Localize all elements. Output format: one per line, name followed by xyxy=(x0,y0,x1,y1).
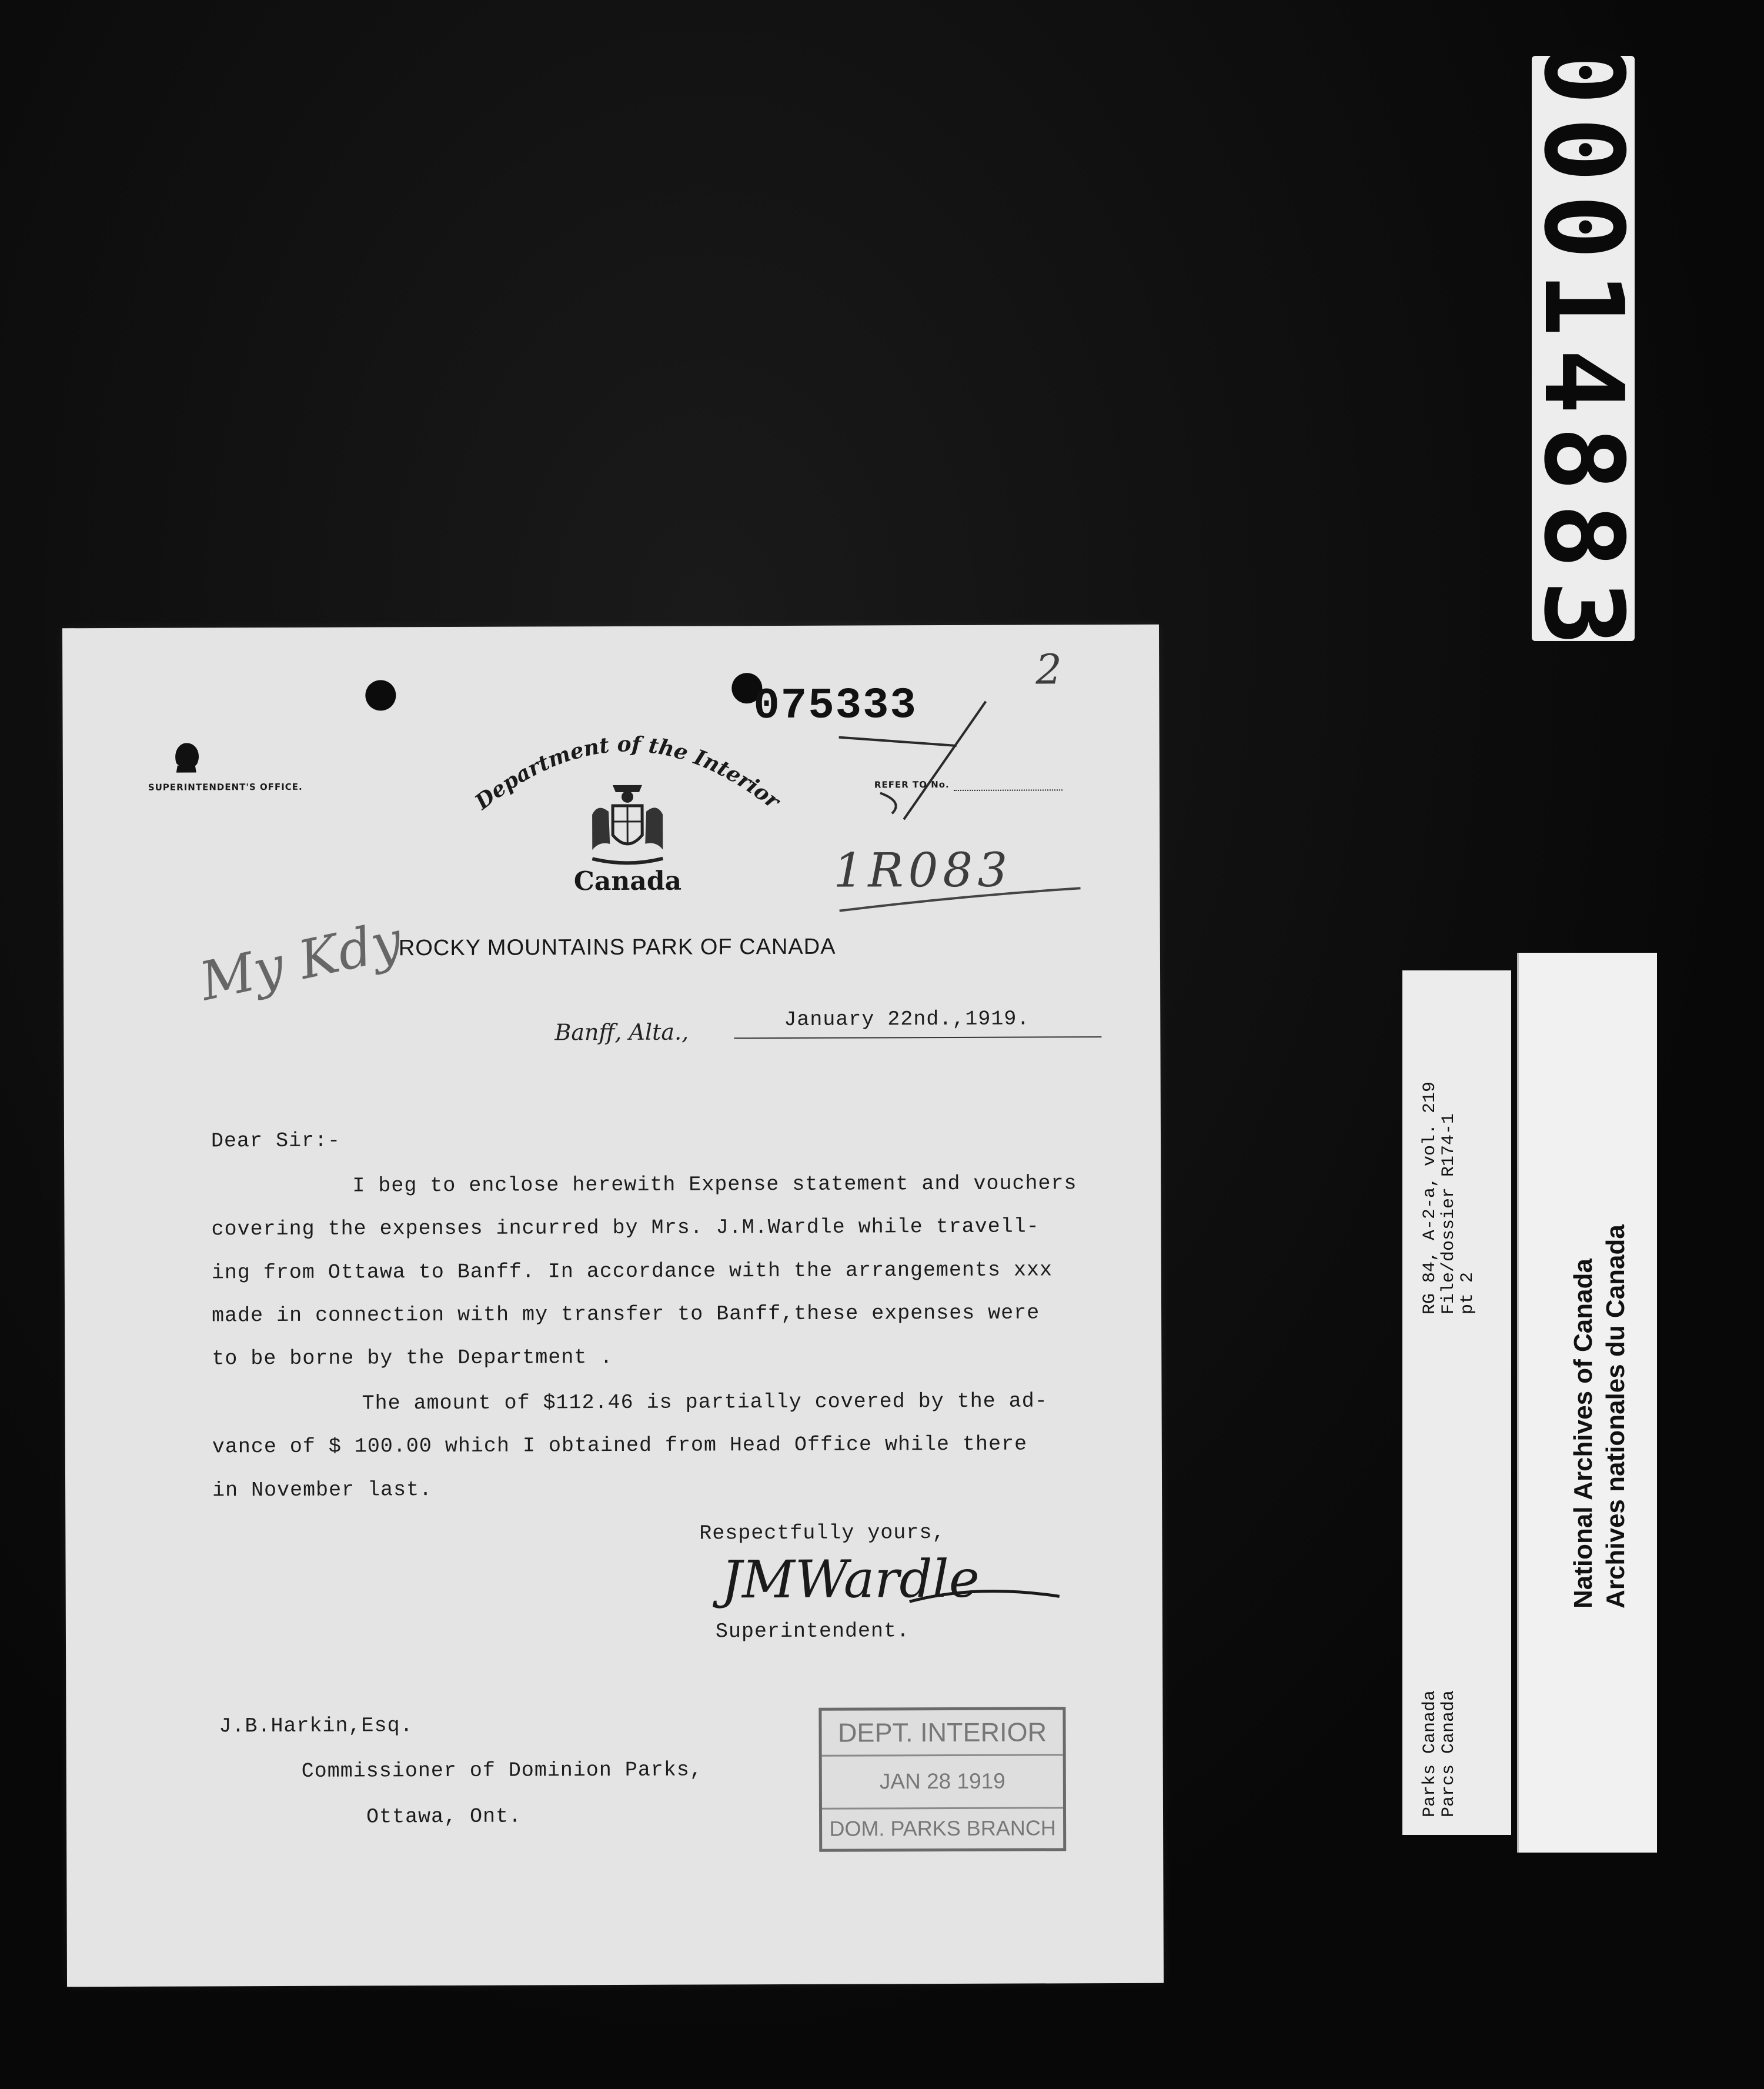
body-line-2: covering the expenses incurred by Mrs. J.M.Wardle while travell- xyxy=(211,1214,1040,1242)
file-dossier-line: File/dossier R174-1 xyxy=(1439,1113,1459,1314)
stamp-rule xyxy=(822,1754,1063,1756)
body-line-4: made in connection with my transfer to Banff,these expenses were xyxy=(211,1301,1040,1328)
body-line-7: vance of $ 100.00 which I obtained from Head Office while there xyxy=(212,1432,1028,1459)
body-line-6: The amount of $112.46 is partially covered by the ad- xyxy=(362,1389,1048,1416)
recipient-line-2: Commissioner of Dominion Parks, xyxy=(301,1758,703,1783)
refer-to-label: REFER TO No. xyxy=(874,779,950,790)
stamp-date: JAN 28 1919 xyxy=(879,1768,1005,1794)
svg-text:Department of the Interior: Department of the Interior xyxy=(470,732,785,815)
recipient-line-3: Ottawa, Ont. xyxy=(366,1804,522,1829)
body-line-5: to be borne by the Department . xyxy=(212,1346,613,1371)
body-line-1: I beg to enclose herewith Expense statement and vouchers xyxy=(352,1172,1077,1198)
closing: Respectfully yours, xyxy=(699,1521,946,1546)
archive-reference-label xyxy=(1402,970,1511,1835)
signature: JMWardle xyxy=(721,1548,980,1610)
body-line-3: ing from Ottawa to Banff. In accordance with the arrangements xxx xyxy=(211,1258,1053,1285)
country-name: Canada xyxy=(573,866,682,897)
letter-date: January 22nd.,1919. xyxy=(784,1007,1030,1032)
handwritten-file-ref: 1R083 xyxy=(833,842,1013,898)
record-group-line: RG 84, A-2-a, vol. 219 xyxy=(1420,1081,1440,1314)
body-line-8: in November last. xyxy=(212,1478,433,1503)
file-number-stamp: 075333 xyxy=(753,681,918,732)
signature-flourish xyxy=(907,1577,1065,1613)
source-line-en: Parks Canada xyxy=(1420,1690,1440,1817)
stamp-department: DEPT. INTERIOR xyxy=(837,1717,1047,1748)
park-name: ROCKY MOUNTAINS PARK OF CANADA xyxy=(398,934,836,961)
handwritten-mark: 2 xyxy=(1035,645,1062,694)
stamp-branch: DOM. PARKS BRANCH xyxy=(829,1816,1056,1841)
coat-of-arms-icon xyxy=(580,779,675,874)
signer-title: Superintendent. xyxy=(715,1619,910,1644)
received-stamp xyxy=(818,1707,1066,1851)
beaver-icon xyxy=(172,739,202,773)
letter-page xyxy=(62,625,1164,1987)
part-line: pt 2 xyxy=(1458,1272,1478,1314)
punch-hole-left xyxy=(365,680,396,710)
frame-number-strip xyxy=(1519,39,1647,658)
letterhead-crest xyxy=(462,714,792,909)
archives-name-en: National Archives of Canada xyxy=(1569,1259,1598,1609)
salutation: Dear Sir:- xyxy=(211,1129,341,1153)
handwritten-initials: My Kdy xyxy=(194,909,407,1013)
recipient-line-1: J.B.Harkin,Esq. xyxy=(219,1714,413,1738)
stamp-rule xyxy=(822,1807,1063,1809)
archives-name-fr: Archives nationales du Canada xyxy=(1601,1224,1630,1609)
office-label: SUPERINTENDENT'S OFFICE. xyxy=(148,781,303,793)
file-ref-underline xyxy=(834,883,1093,920)
place-line: Banff, Alta., xyxy=(554,1019,689,1046)
archive-name-label xyxy=(1517,953,1657,1853)
frame-number: 00014883 xyxy=(1519,39,1647,658)
source-line-fr: Parcs Canada xyxy=(1439,1690,1459,1817)
date-underline xyxy=(734,1036,1101,1039)
